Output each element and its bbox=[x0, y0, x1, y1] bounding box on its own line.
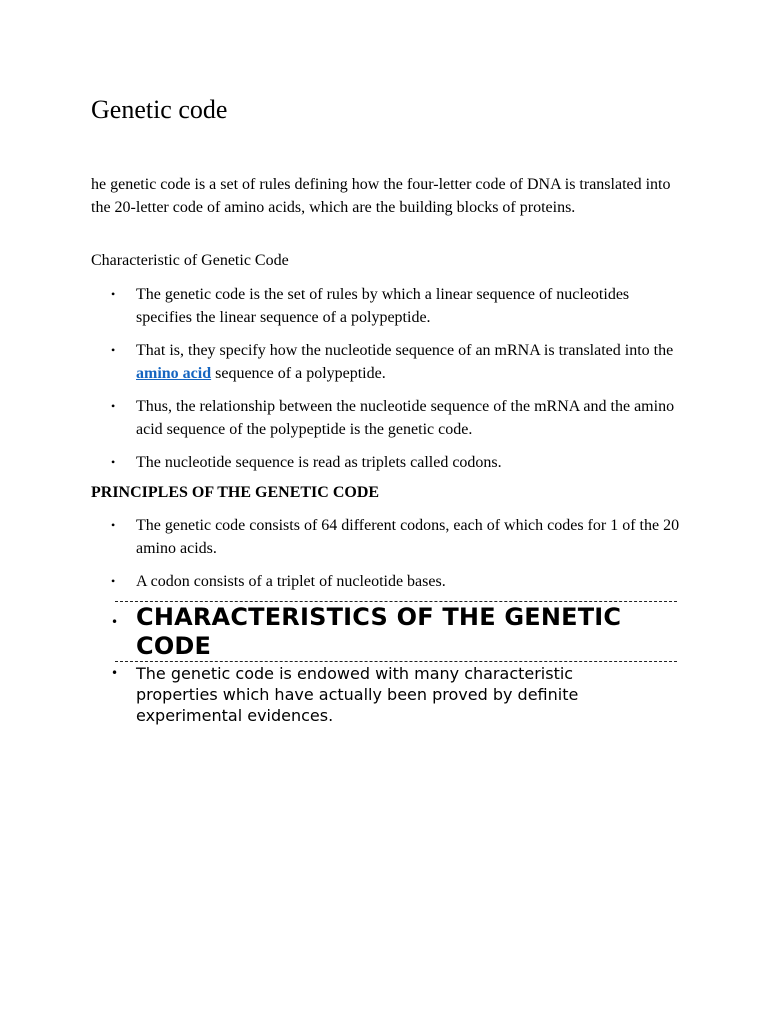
bullet-icon: • bbox=[111, 343, 116, 357]
characteristic-list bbox=[91, 283, 681, 484]
list-item bbox=[91, 451, 681, 474]
principles-heading: PRINCIPLES OF THE GENETIC CODE bbox=[91, 484, 380, 501]
dashed-divider-bottom bbox=[115, 661, 677, 662]
bullet-icon: • bbox=[111, 518, 116, 532]
dashed-divider-top bbox=[115, 601, 677, 602]
intro-paragraph: he genetic code is a set of rules defining how the four-letter code of DNA is translated into the 20-letter code of amino acids, which are the building blocks of proteins. bbox=[91, 176, 671, 216]
bullet-icon: • bbox=[111, 574, 116, 588]
list-item bbox=[91, 339, 681, 385]
bullet-icon: • bbox=[111, 666, 119, 680]
principles-list bbox=[91, 514, 681, 603]
list-item bbox=[91, 570, 681, 593]
bullet-icon: • bbox=[111, 615, 119, 629]
bullet-icon: • bbox=[111, 287, 116, 301]
characteristics-body-text: The genetic code is endowed with many characteristic properties which have actually been proved by definite experimental evidences. bbox=[136, 664, 579, 725]
page-title: Genetic code bbox=[91, 95, 228, 124]
bullet-icon: • bbox=[111, 455, 116, 469]
list-item-text: A codon consists of a triplet of nucleotide bases. bbox=[136, 573, 446, 590]
bullet-icon: • bbox=[111, 399, 116, 413]
list-item-text: The nucleotide sequence is read as triplets called codons. bbox=[136, 454, 502, 471]
list-item-text: The genetic code consists of 64 different codons, each of which codes for 1 of the 20 amino acids. bbox=[136, 517, 680, 557]
list-item-text-after-link: sequence of a polypeptide. bbox=[211, 365, 386, 382]
characteristics-body-item bbox=[91, 663, 681, 726]
characteristic-subheading: Characteristic of Genetic Code bbox=[91, 252, 289, 269]
list-item-text: Thus, the relationship between the nucleotide sequence of the mRNA and the amino acid sequence of the polypeptide is the genetic code. bbox=[136, 398, 675, 438]
characteristics-heading-item bbox=[91, 603, 681, 661]
list-item-text-before-link: That is, they specify how the nucleotide sequence of an mRNA is translated into the bbox=[136, 342, 674, 359]
list-item-text: The genetic code is the set of rules by which a linear sequence of nucleotides specifies the linear sequence of a polypeptide. bbox=[136, 286, 630, 326]
characteristics-heading: CHARACTERISTICS OF THE GENETIC CODE bbox=[136, 603, 622, 660]
list-item bbox=[91, 514, 681, 560]
amino-acid-link[interactable]: amino acid bbox=[136, 365, 212, 382]
list-item bbox=[91, 283, 681, 329]
list-item bbox=[91, 395, 681, 441]
